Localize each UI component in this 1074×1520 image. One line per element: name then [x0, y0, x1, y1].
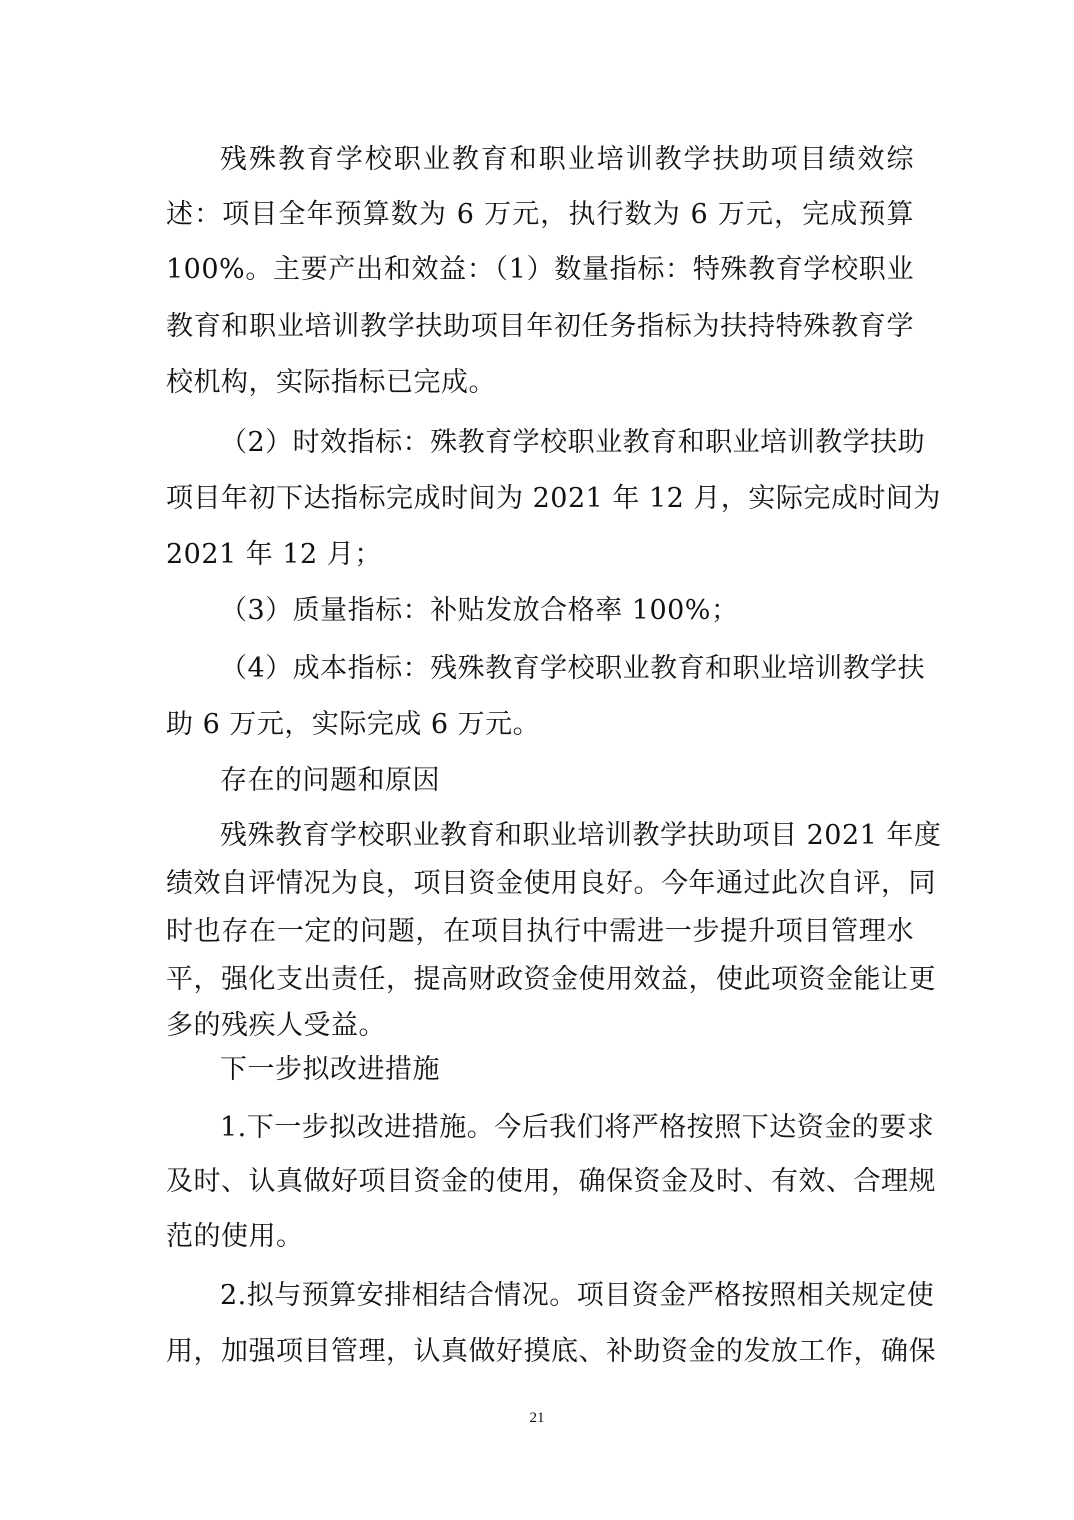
section-heading: 下一步拟改进措施: [220, 1054, 440, 1085]
text-line: （3）质量指标：补贴发放合格率 100%；: [220, 595, 739, 626]
text-line: 述：项目全年预算数为 6 万元，执行数为 6 万元，完成预算: [166, 199, 914, 230]
section-heading: 存在的问题和原因: [220, 765, 440, 796]
text-line: 助 6 万元，实际完成 6 万元。: [166, 709, 541, 740]
page-number: 21: [529, 1410, 545, 1426]
text-line: 用，加强项目管理，认真做好摸底、补助资金的发放工作，确保: [166, 1336, 936, 1367]
text-line: 绩效自评情况为良，项目资金使用良好。今年通过此次自评，同: [166, 868, 936, 899]
text-line: 平，强化支出责任，提高财政资金使用效益，使此项资金能让更: [166, 964, 936, 995]
text-line: （2）时效指标：殊教育学校职业教育和职业培训教学扶助: [220, 427, 926, 458]
text-line: 残殊教育学校职业教育和职业培训教学扶助项目绩效综: [220, 144, 914, 175]
text-line: 校机构，实际指标已完成。: [166, 367, 496, 398]
text-line: 2.拟与预算安排相结合情况。项目资金严格按照相关规定使: [220, 1280, 935, 1311]
text-line: 教育和职业培训教学扶助项目年初任务指标为扶持特殊教育学: [166, 311, 914, 342]
text-line: 2021 年 12 月；: [166, 539, 382, 570]
text-line: 及时、认真做好项目资金的使用，确保资金及时、有效、合理规: [166, 1166, 936, 1197]
text-line: 时也存在一定的问题，在项目执行中需进一步提升项目管理水: [166, 916, 914, 947]
text-line: 1.下一步拟改进措施。今后我们将严格按照下达资金的要求: [220, 1112, 935, 1143]
text-line: 100%。主要产出和效益：（1）数量指标：特殊教育学校职业: [166, 254, 914, 285]
text-line: 残殊教育学校职业教育和职业培训教学扶助项目 2021 年度: [220, 820, 942, 851]
text-line: （4）成本指标：残殊教育学校职业教育和职业培训教学扶: [220, 653, 926, 684]
text-line: 范的使用。: [166, 1221, 304, 1252]
text-line: 多的残疾人受益。: [166, 1010, 386, 1041]
text-line: 项目年初下达指标完成时间为 2021 年 12 月，实际完成时间为: [166, 483, 941, 514]
